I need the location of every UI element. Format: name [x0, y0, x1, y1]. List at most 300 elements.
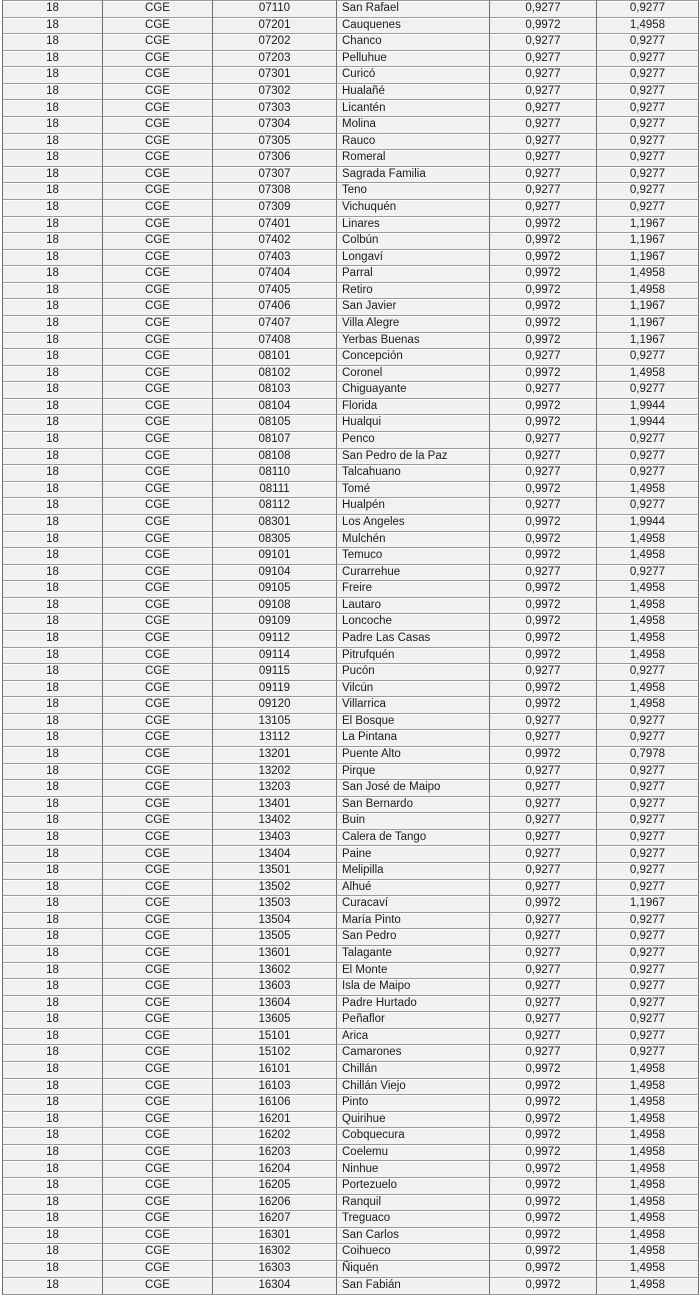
cell-factor-1[interactable]: 0,9277: [490, 796, 597, 813]
cell-region[interactable]: 18: [2, 464, 103, 481]
cell-commune-name[interactable]: San Rafael: [337, 0, 490, 17]
cell-commune-name[interactable]: Yerbas Buenas: [337, 332, 490, 349]
cell-factor-1[interactable]: 0,9277: [490, 1028, 597, 1045]
cell-commune-code[interactable]: 08105: [213, 414, 337, 431]
cell-factor-2[interactable]: 0,9277: [597, 0, 699, 17]
cell-region[interactable]: 18: [2, 879, 103, 896]
cell-factor-1[interactable]: 0,9277: [490, 945, 597, 962]
cell-commune-code[interactable]: 13401: [213, 796, 337, 813]
cell-commune-code[interactable]: 13201: [213, 746, 337, 763]
cell-factor-1[interactable]: 0,9277: [490, 564, 597, 581]
cell-company[interactable]: CGE: [103, 481, 213, 498]
cell-factor-2[interactable]: 1,4958: [597, 1144, 699, 1161]
cell-commune-name[interactable]: Coronel: [337, 365, 490, 382]
cell-commune-name[interactable]: Tomé: [337, 481, 490, 498]
cell-region[interactable]: 18: [2, 613, 103, 630]
cell-company[interactable]: CGE: [103, 613, 213, 630]
cell-factor-2[interactable]: 0,9277: [597, 912, 699, 929]
cell-factor-1[interactable]: 0,9277: [490, 779, 597, 796]
cell-commune-name[interactable]: Villarrica: [337, 696, 490, 713]
cell-factor-2[interactable]: 1,1967: [597, 249, 699, 266]
cell-factor-1[interactable]: 0,9277: [490, 66, 597, 83]
cell-commune-name[interactable]: Teno: [337, 182, 490, 199]
cell-factor-1[interactable]: 0,9972: [490, 265, 597, 282]
cell-company[interactable]: CGE: [103, 729, 213, 746]
cell-commune-code[interactable]: 09120: [213, 696, 337, 713]
cell-factor-2[interactable]: 1,4958: [597, 1111, 699, 1128]
cell-region[interactable]: 18: [2, 514, 103, 531]
cell-region[interactable]: 18: [2, 1260, 103, 1277]
cell-commune-name[interactable]: El Monte: [337, 962, 490, 979]
cell-region[interactable]: 18: [2, 348, 103, 365]
cell-company[interactable]: CGE: [103, 83, 213, 100]
cell-company[interactable]: CGE: [103, 332, 213, 349]
cell-region[interactable]: 18: [2, 796, 103, 813]
cell-commune-name[interactable]: Melipilla: [337, 862, 490, 879]
cell-commune-name[interactable]: San Pedro de la Paz: [337, 448, 490, 465]
cell-factor-1[interactable]: 0,9972: [490, 613, 597, 630]
cell-factor-2[interactable]: 0,9277: [597, 879, 699, 896]
cell-commune-code[interactable]: 07309: [213, 199, 337, 216]
cell-commune-name[interactable]: Pitrufquén: [337, 647, 490, 664]
cell-company[interactable]: CGE: [103, 99, 213, 116]
cell-commune-name[interactable]: Cauquenes: [337, 17, 490, 34]
cell-commune-code[interactable]: 16202: [213, 1127, 337, 1144]
cell-company[interactable]: CGE: [103, 298, 213, 315]
cell-region[interactable]: 18: [2, 481, 103, 498]
cell-factor-2[interactable]: 0,9277: [597, 1011, 699, 1028]
cell-commune-name[interactable]: Paine: [337, 845, 490, 862]
cell-commune-code[interactable]: 08110: [213, 464, 337, 481]
cell-region[interactable]: 18: [2, 216, 103, 233]
cell-company[interactable]: CGE: [103, 1243, 213, 1260]
cell-company[interactable]: CGE: [103, 133, 213, 150]
cell-commune-code[interactable]: 13604: [213, 995, 337, 1012]
cell-region[interactable]: 18: [2, 763, 103, 780]
cell-commune-code[interactable]: 16201: [213, 1111, 337, 1128]
cell-commune-name[interactable]: Padre Las Casas: [337, 630, 490, 647]
cell-company[interactable]: CGE: [103, 680, 213, 697]
cell-commune-name[interactable]: Talcahuano: [337, 464, 490, 481]
cell-commune-code[interactable]: 07402: [213, 232, 337, 249]
cell-commune-code[interactable]: 07407: [213, 315, 337, 332]
cell-factor-2[interactable]: 0,9277: [597, 348, 699, 365]
cell-commune-code[interactable]: 13603: [213, 978, 337, 995]
cell-factor-1[interactable]: 0,9972: [490, 1144, 597, 1161]
cell-factor-1[interactable]: 0,9972: [490, 1260, 597, 1277]
cell-commune-name[interactable]: Padre Hurtado: [337, 995, 490, 1012]
cell-commune-code[interactable]: 07305: [213, 133, 337, 150]
cell-factor-1[interactable]: 0,9972: [490, 1277, 597, 1295]
cell-commune-code[interactable]: 07401: [213, 216, 337, 233]
cell-region[interactable]: 18: [2, 298, 103, 315]
cell-commune-code[interactable]: 13105: [213, 713, 337, 730]
cell-commune-code[interactable]: 09115: [213, 663, 337, 680]
cell-region[interactable]: 18: [2, 647, 103, 664]
cell-company[interactable]: CGE: [103, 995, 213, 1012]
cell-region[interactable]: 18: [2, 1160, 103, 1177]
cell-factor-1[interactable]: 0,9972: [490, 746, 597, 763]
cell-factor-1[interactable]: 0,9972: [490, 547, 597, 564]
cell-commune-name[interactable]: San Bernardo: [337, 796, 490, 813]
cell-commune-code[interactable]: 16303: [213, 1260, 337, 1277]
cell-factor-2[interactable]: 0,7978: [597, 746, 699, 763]
cell-company[interactable]: CGE: [103, 962, 213, 979]
cell-region[interactable]: 18: [2, 580, 103, 597]
cell-commune-name[interactable]: La Pintana: [337, 729, 490, 746]
cell-commune-name[interactable]: Talagante: [337, 945, 490, 962]
cell-region[interactable]: 18: [2, 1127, 103, 1144]
cell-commune-name[interactable]: San Javier: [337, 298, 490, 315]
cell-factor-2[interactable]: 0,9277: [597, 862, 699, 879]
cell-company[interactable]: CGE: [103, 763, 213, 780]
cell-region[interactable]: 18: [2, 812, 103, 829]
cell-commune-code[interactable]: 13505: [213, 928, 337, 945]
cell-region[interactable]: 18: [2, 448, 103, 465]
cell-commune-name[interactable]: Pelluhue: [337, 50, 490, 67]
cell-region[interactable]: 18: [2, 746, 103, 763]
cell-factor-2[interactable]: 0,9277: [597, 381, 699, 398]
cell-commune-code[interactable]: 16101: [213, 1061, 337, 1078]
cell-company[interactable]: CGE: [103, 33, 213, 50]
cell-factor-1[interactable]: 0,9277: [490, 348, 597, 365]
cell-company[interactable]: CGE: [103, 713, 213, 730]
cell-factor-2[interactable]: 1,4958: [597, 630, 699, 647]
cell-commune-code[interactable]: 07202: [213, 33, 337, 50]
cell-company[interactable]: CGE: [103, 116, 213, 133]
cell-factor-1[interactable]: 0,9277: [490, 1011, 597, 1028]
cell-commune-name[interactable]: Licantén: [337, 99, 490, 116]
cell-commune-code[interactable]: 13602: [213, 962, 337, 979]
cell-region[interactable]: 18: [2, 182, 103, 199]
cell-factor-1[interactable]: 0,9972: [490, 647, 597, 664]
cell-factor-1[interactable]: 0,9972: [490, 17, 597, 34]
cell-factor-2[interactable]: 0,9277: [597, 199, 699, 216]
cell-factor-1[interactable]: 0,9277: [490, 829, 597, 846]
cell-company[interactable]: CGE: [103, 431, 213, 448]
cell-commune-name[interactable]: Sagrada Familia: [337, 166, 490, 183]
cell-commune-code[interactable]: 08108: [213, 448, 337, 465]
cell-commune-name[interactable]: Alhué: [337, 879, 490, 896]
cell-region[interactable]: 18: [2, 232, 103, 249]
cell-commune-code[interactable]: 08104: [213, 398, 337, 415]
cell-factor-1[interactable]: 0,9277: [490, 99, 597, 116]
cell-commune-name[interactable]: Puente Alto: [337, 746, 490, 763]
cell-commune-code[interactable]: 15102: [213, 1044, 337, 1061]
cell-factor-1[interactable]: 0,9277: [490, 497, 597, 514]
cell-commune-code[interactable]: 13503: [213, 895, 337, 912]
cell-commune-name[interactable]: Rauco: [337, 133, 490, 150]
cell-commune-code[interactable]: 07308: [213, 182, 337, 199]
cell-factor-1[interactable]: 0,9972: [490, 1111, 597, 1128]
cell-region[interactable]: 18: [2, 1011, 103, 1028]
cell-factor-2[interactable]: 0,9277: [597, 796, 699, 813]
cell-region[interactable]: 18: [2, 133, 103, 150]
cell-factor-2[interactable]: 1,4958: [597, 680, 699, 697]
cell-region[interactable]: 18: [2, 945, 103, 962]
cell-factor-2[interactable]: 0,9277: [597, 182, 699, 199]
cell-company[interactable]: CGE: [103, 232, 213, 249]
cell-factor-2[interactable]: 1,1967: [597, 895, 699, 912]
cell-company[interactable]: CGE: [103, 50, 213, 67]
cell-region[interactable]: 18: [2, 995, 103, 1012]
cell-company[interactable]: CGE: [103, 1044, 213, 1061]
cell-factor-2[interactable]: 0,9277: [597, 116, 699, 133]
cell-factor-1[interactable]: 0,9972: [490, 365, 597, 382]
cell-factor-1[interactable]: 0,9972: [490, 414, 597, 431]
cell-commune-code[interactable]: 09105: [213, 580, 337, 597]
cell-commune-code[interactable]: 13501: [213, 862, 337, 879]
cell-factor-2[interactable]: 1,4958: [597, 1061, 699, 1078]
cell-commune-code[interactable]: 08111: [213, 481, 337, 498]
cell-commune-code[interactable]: 16304: [213, 1277, 337, 1295]
cell-company[interactable]: CGE: [103, 348, 213, 365]
cell-commune-name[interactable]: Penco: [337, 431, 490, 448]
cell-company[interactable]: CGE: [103, 17, 213, 34]
cell-region[interactable]: 18: [2, 365, 103, 382]
cell-commune-code[interactable]: 08103: [213, 381, 337, 398]
cell-commune-name[interactable]: Chillán: [337, 1061, 490, 1078]
cell-commune-name[interactable]: Peñaflor: [337, 1011, 490, 1028]
cell-factor-1[interactable]: 0,9277: [490, 912, 597, 929]
cell-region[interactable]: 18: [2, 1078, 103, 1095]
cell-commune-name[interactable]: Villa Alegre: [337, 315, 490, 332]
cell-factor-1[interactable]: 0,9972: [490, 1210, 597, 1227]
cell-company[interactable]: CGE: [103, 265, 213, 282]
cell-commune-code[interactable]: 07304: [213, 116, 337, 133]
cell-company[interactable]: CGE: [103, 862, 213, 879]
cell-commune-code[interactable]: 08101: [213, 348, 337, 365]
cell-commune-name[interactable]: Molina: [337, 116, 490, 133]
cell-company[interactable]: CGE: [103, 414, 213, 431]
cell-factor-2[interactable]: 0,9277: [597, 729, 699, 746]
cell-company[interactable]: CGE: [103, 1210, 213, 1227]
cell-company[interactable]: CGE: [103, 1177, 213, 1194]
cell-factor-2[interactable]: 0,9277: [597, 713, 699, 730]
cell-commune-code[interactable]: 07404: [213, 265, 337, 282]
cell-commune-name[interactable]: Pirque: [337, 763, 490, 780]
cell-commune-code[interactable]: 09112: [213, 630, 337, 647]
cell-factor-2[interactable]: 0,9277: [597, 763, 699, 780]
cell-region[interactable]: 18: [2, 116, 103, 133]
cell-factor-1[interactable]: 0,9277: [490, 83, 597, 100]
cell-factor-1[interactable]: 0,9972: [490, 315, 597, 332]
cell-region[interactable]: 18: [2, 962, 103, 979]
cell-company[interactable]: CGE: [103, 928, 213, 945]
cell-commune-name[interactable]: Concepción: [337, 348, 490, 365]
cell-commune-name[interactable]: Curarrehue: [337, 564, 490, 581]
cell-company[interactable]: CGE: [103, 746, 213, 763]
cell-region[interactable]: 18: [2, 99, 103, 116]
cell-factor-2[interactable]: 1,4958: [597, 17, 699, 34]
cell-commune-name[interactable]: Portezuelo: [337, 1177, 490, 1194]
cell-commune-code[interactable]: 08305: [213, 531, 337, 548]
cell-commune-code[interactable]: 16206: [213, 1194, 337, 1211]
cell-commune-code[interactable]: 07303: [213, 99, 337, 116]
cell-factor-1[interactable]: 0,9972: [490, 895, 597, 912]
cell-factor-1[interactable]: 0,9972: [490, 1160, 597, 1177]
cell-commune-name[interactable]: Hualqui: [337, 414, 490, 431]
cell-factor-2[interactable]: 1,4958: [597, 1243, 699, 1260]
cell-factor-1[interactable]: 0,9972: [490, 249, 597, 266]
cell-factor-1[interactable]: 0,9972: [490, 1078, 597, 1095]
cell-region[interactable]: 18: [2, 696, 103, 713]
cell-factor-1[interactable]: 0,9972: [490, 282, 597, 299]
cell-commune-name[interactable]: Hualpén: [337, 497, 490, 514]
cell-commune-code[interactable]: 13502: [213, 879, 337, 896]
cell-commune-code[interactable]: 15101: [213, 1028, 337, 1045]
cell-factor-2[interactable]: 1,4958: [597, 282, 699, 299]
cell-factor-1[interactable]: 0,9277: [490, 663, 597, 680]
cell-region[interactable]: 18: [2, 282, 103, 299]
cell-commune-code[interactable]: 16106: [213, 1094, 337, 1111]
cell-factor-2[interactable]: 1,1967: [597, 298, 699, 315]
cell-commune-name[interactable]: Buin: [337, 812, 490, 829]
cell-region[interactable]: 18: [2, 912, 103, 929]
cell-factor-2[interactable]: 1,4958: [597, 1210, 699, 1227]
cell-factor-1[interactable]: 0,9277: [490, 763, 597, 780]
cell-commune-code[interactable]: 09114: [213, 647, 337, 664]
cell-factor-1[interactable]: 0,9972: [490, 398, 597, 415]
cell-factor-1[interactable]: 0,9972: [490, 680, 597, 697]
cell-factor-1[interactable]: 0,9277: [490, 149, 597, 166]
cell-factor-1[interactable]: 0,9277: [490, 182, 597, 199]
cell-region[interactable]: 18: [2, 1210, 103, 1227]
cell-factor-2[interactable]: 1,4958: [597, 1127, 699, 1144]
cell-factor-1[interactable]: 0,9277: [490, 50, 597, 67]
cell-factor-1[interactable]: 0,9277: [490, 713, 597, 730]
cell-factor-1[interactable]: 0,9277: [490, 199, 597, 216]
cell-commune-name[interactable]: Isla de Maipo: [337, 978, 490, 995]
cell-factor-2[interactable]: 1,4958: [597, 1277, 699, 1295]
cell-commune-name[interactable]: Lautaro: [337, 597, 490, 614]
cell-commune-name[interactable]: Los Angeles: [337, 514, 490, 531]
cell-company[interactable]: CGE: [103, 978, 213, 995]
cell-region[interactable]: 18: [2, 779, 103, 796]
cell-company[interactable]: CGE: [103, 630, 213, 647]
cell-region[interactable]: 18: [2, 50, 103, 67]
cell-company[interactable]: CGE: [103, 1094, 213, 1111]
cell-company[interactable]: CGE: [103, 796, 213, 813]
cell-commune-name[interactable]: Curicó: [337, 66, 490, 83]
cell-commune-code[interactable]: 13112: [213, 729, 337, 746]
cell-region[interactable]: 18: [2, 414, 103, 431]
cell-commune-code[interactable]: 13504: [213, 912, 337, 929]
cell-region[interactable]: 18: [2, 729, 103, 746]
cell-factor-2[interactable]: 0,9277: [597, 83, 699, 100]
cell-region[interactable]: 18: [2, 1111, 103, 1128]
cell-commune-code[interactable]: 16207: [213, 1210, 337, 1227]
cell-commune-name[interactable]: San Fabián: [337, 1277, 490, 1295]
cell-commune-code[interactable]: 08107: [213, 431, 337, 448]
cell-commune-code[interactable]: 09109: [213, 613, 337, 630]
cell-commune-code[interactable]: 07403: [213, 249, 337, 266]
cell-commune-code[interactable]: 08301: [213, 514, 337, 531]
cell-commune-name[interactable]: Vichuquén: [337, 199, 490, 216]
cell-factor-1[interactable]: 0,9972: [490, 531, 597, 548]
cell-factor-2[interactable]: 1,4958: [597, 613, 699, 630]
cell-factor-2[interactable]: 0,9277: [597, 1044, 699, 1061]
cell-factor-2[interactable]: 1,4958: [597, 1260, 699, 1277]
cell-commune-name[interactable]: María Pinto: [337, 912, 490, 929]
cell-commune-name[interactable]: Curacaví: [337, 895, 490, 912]
cell-factor-2[interactable]: 0,9277: [597, 166, 699, 183]
cell-commune-code[interactable]: 07405: [213, 282, 337, 299]
cell-commune-name[interactable]: Retiro: [337, 282, 490, 299]
cell-factor-1[interactable]: 0,9972: [490, 332, 597, 349]
cell-commune-code[interactable]: 09119: [213, 680, 337, 697]
cell-commune-name[interactable]: Longaví: [337, 249, 490, 266]
cell-factor-2[interactable]: 0,9277: [597, 431, 699, 448]
cell-commune-name[interactable]: Cobquecura: [337, 1127, 490, 1144]
cell-region[interactable]: 18: [2, 531, 103, 548]
cell-region[interactable]: 18: [2, 564, 103, 581]
cell-factor-1[interactable]: 0,9972: [490, 298, 597, 315]
cell-commune-name[interactable]: Coihueco: [337, 1243, 490, 1260]
cell-company[interactable]: CGE: [103, 464, 213, 481]
cell-company[interactable]: CGE: [103, 1260, 213, 1277]
cell-factor-1[interactable]: 0,9972: [490, 481, 597, 498]
cell-commune-name[interactable]: Temuco: [337, 547, 490, 564]
cell-company[interactable]: CGE: [103, 547, 213, 564]
cell-company[interactable]: CGE: [103, 829, 213, 846]
cell-commune-name[interactable]: Florida: [337, 398, 490, 415]
cell-company[interactable]: CGE: [103, 1277, 213, 1295]
cell-factor-2[interactable]: 1,4958: [597, 597, 699, 614]
cell-commune-name[interactable]: Romeral: [337, 149, 490, 166]
cell-commune-name[interactable]: Chillán Viejo: [337, 1078, 490, 1095]
cell-company[interactable]: CGE: [103, 597, 213, 614]
cell-commune-code[interactable]: 09101: [213, 547, 337, 564]
cell-commune-name[interactable]: Vilcún: [337, 680, 490, 697]
cell-company[interactable]: CGE: [103, 365, 213, 382]
cell-company[interactable]: CGE: [103, 381, 213, 398]
cell-factor-1[interactable]: 0,9972: [490, 1194, 597, 1211]
cell-region[interactable]: 18: [2, 398, 103, 415]
cell-company[interactable]: CGE: [103, 1028, 213, 1045]
cell-region[interactable]: 18: [2, 829, 103, 846]
cell-company[interactable]: CGE: [103, 1127, 213, 1144]
cell-factor-1[interactable]: 0,9277: [490, 862, 597, 879]
cell-factor-1[interactable]: 0,9277: [490, 729, 597, 746]
cell-factor-2[interactable]: 1,9944: [597, 414, 699, 431]
cell-company[interactable]: CGE: [103, 1111, 213, 1128]
cell-commune-name[interactable]: Mulchén: [337, 531, 490, 548]
cell-region[interactable]: 18: [2, 166, 103, 183]
cell-company[interactable]: CGE: [103, 497, 213, 514]
cell-region[interactable]: 18: [2, 249, 103, 266]
cell-factor-2[interactable]: 1,4958: [597, 647, 699, 664]
cell-region[interactable]: 18: [2, 199, 103, 216]
cell-commune-name[interactable]: San José de Maipo: [337, 779, 490, 796]
cell-region[interactable]: 18: [2, 547, 103, 564]
cell-company[interactable]: CGE: [103, 531, 213, 548]
cell-factor-1[interactable]: 0,9972: [490, 696, 597, 713]
cell-factor-1[interactable]: 0,9277: [490, 928, 597, 945]
cell-factor-2[interactable]: 0,9277: [597, 928, 699, 945]
cell-commune-name[interactable]: Chanco: [337, 33, 490, 50]
cell-factor-1[interactable]: 0,9277: [490, 879, 597, 896]
cell-factor-2[interactable]: 1,4958: [597, 365, 699, 382]
cell-company[interactable]: CGE: [103, 779, 213, 796]
cell-commune-name[interactable]: Colbún: [337, 232, 490, 249]
cell-region[interactable]: 18: [2, 431, 103, 448]
cell-commune-name[interactable]: Chiguayante: [337, 381, 490, 398]
cell-commune-code[interactable]: 07408: [213, 332, 337, 349]
cell-commune-code[interactable]: 13601: [213, 945, 337, 962]
cell-factor-1[interactable]: 0,9277: [490, 381, 597, 398]
cell-factor-1[interactable]: 0,9972: [490, 1127, 597, 1144]
